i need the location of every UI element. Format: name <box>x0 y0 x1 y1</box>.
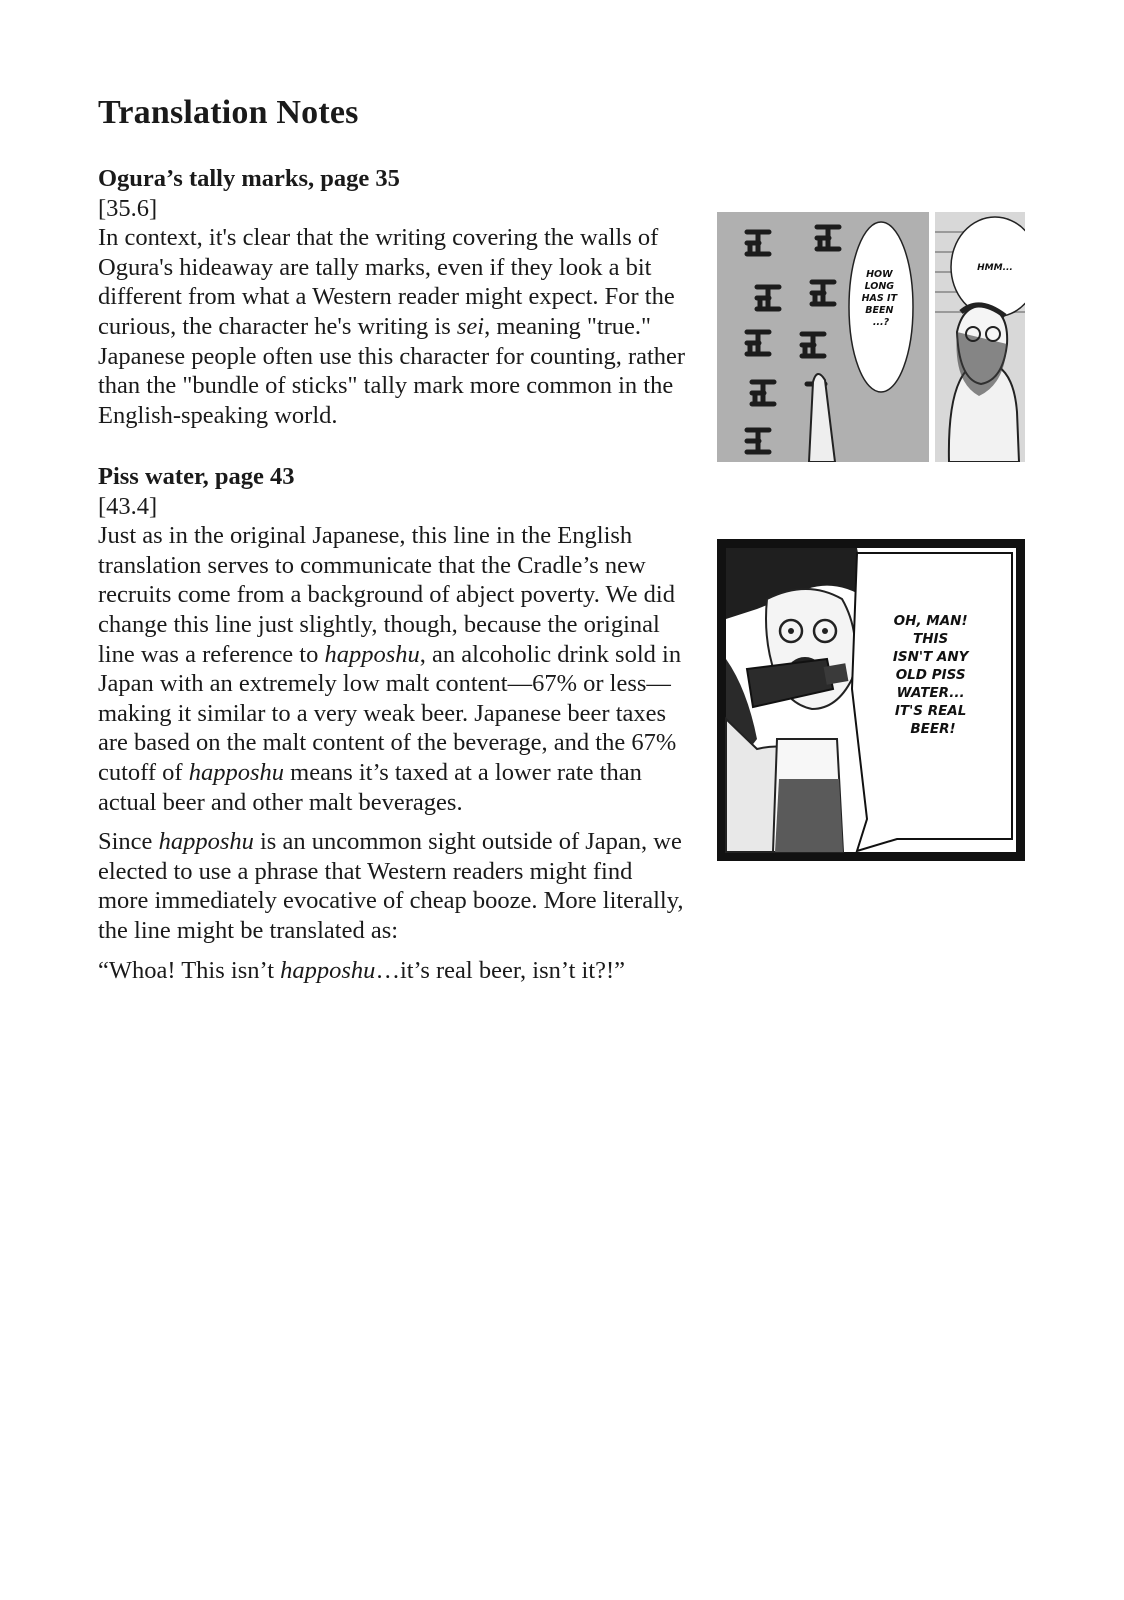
italic-term: happoshu <box>158 828 254 856</box>
text-run: Just as in the original Japanese, this line in the English translation serves to communicate that the Cradle’s new recruits come from a background of abject poverty. We did change this line just slightly, though, because the original line was a reference to <box>98 522 675 668</box>
page-title: Translation Notes <box>98 94 359 131</box>
text-run: is an uncommon sight outside of Japan, we elected to use a phrase that Western readers might find more immediately evocative of cheap booze. More literally, the line might be translated as: <box>98 828 684 944</box>
note-tally-marks <box>98 164 688 430</box>
text-run: , meaning "true." Japanese people often use this character for counting, rather than the "bundle of sticks" tally mark more common in the English-speaking world. <box>98 312 686 429</box>
speech-line: HMM... <box>977 263 1013 273</box>
text-run: , an alcoholic drink sold in Japan with an extremely low malt content—67% or less—making it similar to a very weak beer. Japanese beer taxes are based on the malt content of the beverage, and the 67% cutoff of <box>98 640 682 786</box>
speech-line: HAS IT <box>861 293 898 304</box>
text-run: Since <box>98 828 159 856</box>
speech-line: ...? <box>872 317 890 328</box>
note-paragraph <box>98 521 688 817</box>
italic-term: happoshu <box>188 758 285 786</box>
note-piss-water <box>98 462 688 985</box>
note-heading: Piss water, page 43 <box>98 463 295 490</box>
speech-line: HOW <box>866 269 893 280</box>
note-paragraph <box>98 223 688 430</box>
note-reference: [43.4] <box>98 492 158 520</box>
speech-bubble <box>852 553 1012 851</box>
speech-line: THIS <box>913 631 949 647</box>
speech-line: ISN'T ANY <box>892 649 969 665</box>
speech-line: WATER... <box>896 685 965 701</box>
note-heading: Ogura’s tally marks, page 35 <box>98 165 400 192</box>
panel-illustration <box>717 539 1025 861</box>
manga-panel-beer <box>717 539 1025 861</box>
note-reference: [35.6] <box>98 194 158 222</box>
text-run: “Whoa! This isn’t <box>98 956 281 984</box>
manga-panel-tally-marks <box>717 212 1025 462</box>
panel-illustration <box>717 212 1025 462</box>
text-run: In context, it's clear that the writing covering the walls of Ogura's hideaway are tally marks, even if they look a bit different from what a Western reader might expect. For the curious, the character he's writing is <box>98 224 675 340</box>
beer-glass <box>773 739 843 852</box>
note-paragraph <box>98 956 688 986</box>
speech-text-right <box>977 263 1013 273</box>
speech-line: OLD PISS <box>895 667 966 683</box>
italic-term: happoshu <box>280 956 376 984</box>
speech-line: BEER! <box>910 721 956 737</box>
italic-term: happoshu <box>324 640 420 668</box>
note-paragraph <box>98 827 688 945</box>
speech-line: IT'S REAL <box>894 703 967 719</box>
text-run: means it’s taxed at a lower rate than actual beer and other malt beverages. <box>98 758 642 816</box>
speech-line: LONG <box>864 281 895 292</box>
italic-term: sei <box>456 312 485 340</box>
speech-line: OH, MAN! <box>893 613 968 629</box>
text-run: …it’s real beer, isn’t it?!” <box>375 956 626 984</box>
speech-line: BEEN <box>865 305 894 316</box>
